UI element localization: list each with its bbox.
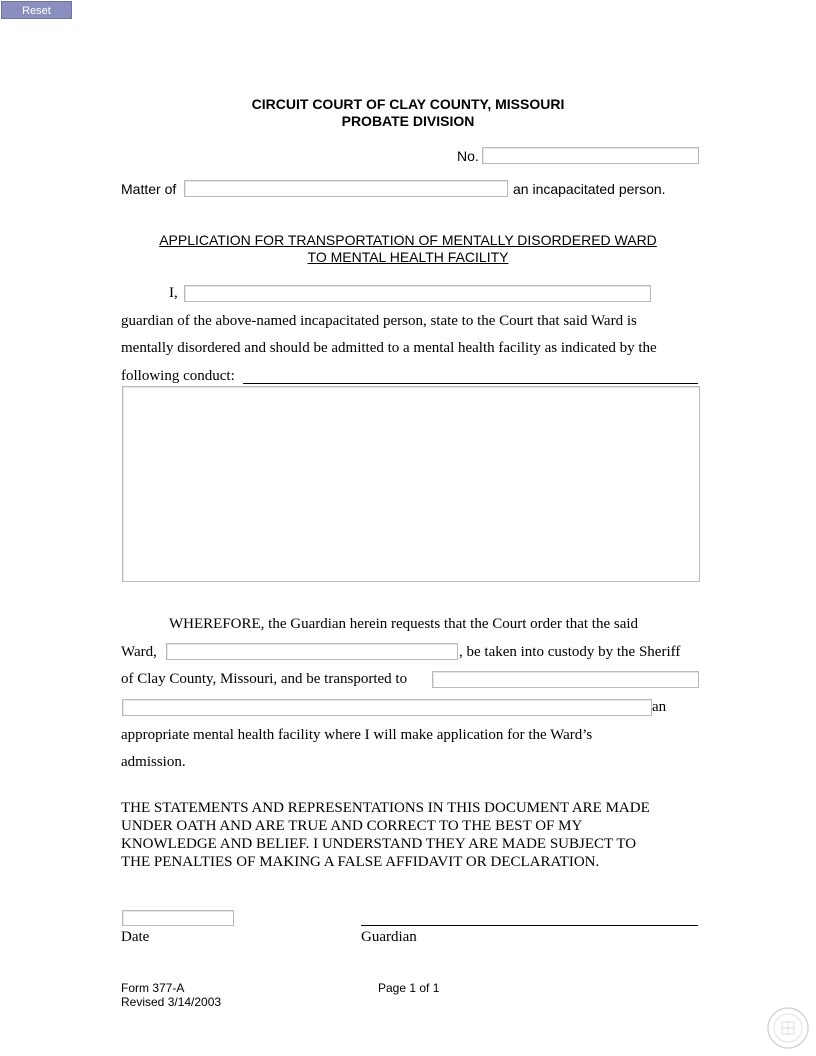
ward-name-input[interactable] (166, 643, 458, 660)
division-title: PROBATE DIVISION (341, 113, 475, 129)
revised-date: Revised 3/14/2003 (121, 995, 222, 1009)
form-number: Form 377-A (121, 981, 185, 995)
wherefore-line-1: WHEREFORE, the Guardian herein requests that the Court order that the said (169, 616, 639, 632)
appropriate-line: appropriate mental health facility where I will make application for the Ward’s (121, 727, 593, 743)
ward-label: Ward, (121, 644, 157, 660)
oath-line-4: THE PENALTIES OF MAKING A FALSE AFFIDAVIT OR DECLARATION. (121, 854, 600, 870)
guardian-name-input[interactable] (184, 285, 651, 302)
oath-line-2: UNDER OATH AND ARE TRUE AND CORRECT TO THE BEST OF MY (121, 818, 583, 834)
case-no-input[interactable] (482, 147, 699, 164)
application-title-line1: APPLICATION FOR TRANSPORTATION OF MENTALLY DISORDERED WARD (159, 232, 657, 248)
reset-form-button[interactable]: Reset Form (1, 1, 72, 19)
conduct-underline (243, 383, 698, 384)
court-seal-icon (766, 1006, 810, 1050)
facility-input[interactable] (432, 671, 699, 688)
custody-text: , be taken into custody by the Sheriff (459, 644, 681, 660)
date-input[interactable] (122, 910, 234, 926)
admission-line: admission. (121, 754, 186, 770)
date-label: Date (121, 929, 150, 945)
application-title-line2: TO MENTAL HEALTH FACILITY (307, 249, 509, 265)
conduct-textarea[interactable] (122, 386, 700, 582)
body-line-2: mentally disordered and should be admitted to a mental health facility as indicated by the (121, 340, 657, 356)
guardian-signature-line (361, 925, 698, 926)
guardian-i-label: I, (169, 285, 178, 301)
court-title: CIRCUIT COURT OF CLAY COUNTY, MISSOURI (251, 96, 565, 112)
matter-prefix: Matter of (121, 181, 177, 197)
county-text: of Clay County, Missouri, and be transported to (121, 671, 408, 687)
body-line-3: following conduct: (121, 368, 235, 384)
body-line-1: guardian of the above-named incapacitated person, state to the Court that said Ward is (121, 313, 637, 329)
matter-name-input[interactable] (184, 180, 508, 197)
guardian-label: Guardian (361, 929, 417, 945)
facility-continued-input[interactable] (122, 699, 652, 716)
an-text: an (652, 699, 667, 715)
matter-suffix: an incapacitated person. (513, 181, 666, 197)
oath-line-1: THE STATEMENTS AND REPRESENTATIONS IN THIS DOCUMENT ARE MADE (121, 800, 650, 816)
oath-line-3: KNOWLEDGE AND BELIEF. I UNDERSTAND THEY ARE MADE SUBJECT TO (121, 836, 637, 852)
page-number: Page 1 of 1 (378, 981, 440, 995)
case-no-label: No. (457, 148, 479, 164)
